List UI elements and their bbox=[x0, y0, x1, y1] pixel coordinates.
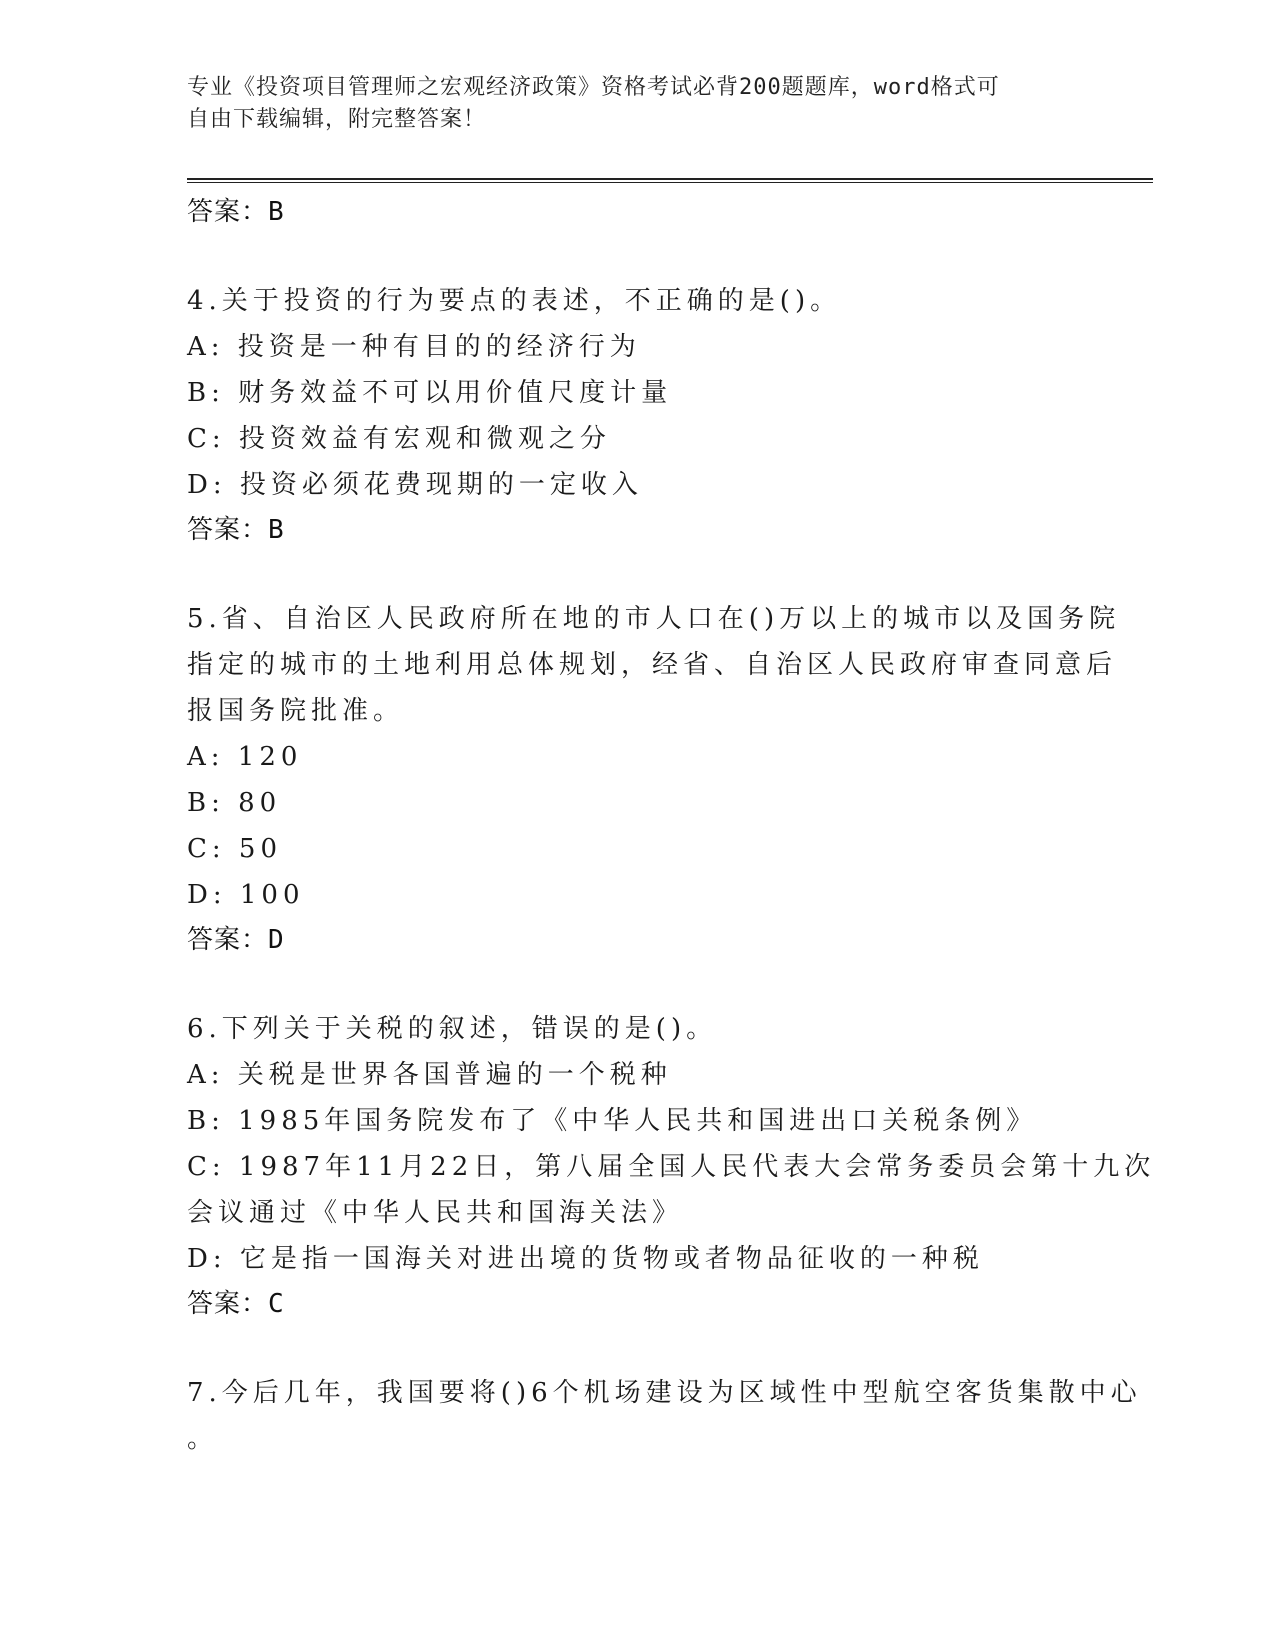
option-c: C: 1987年11月22日，第八届全国人民代表大会常务委员会第十九次 bbox=[187, 1152, 1156, 1182]
option-c: C: 50 bbox=[187, 834, 283, 864]
option-c: C: 投资效益有宏观和微观之分 bbox=[187, 424, 611, 454]
question-4 bbox=[187, 278, 1087, 552]
question-6 bbox=[187, 1006, 1156, 1326]
answer: 答案：C bbox=[187, 1289, 285, 1319]
document-header bbox=[187, 72, 1087, 136]
option-b: B: 财务效益不可以用价值尺度计量 bbox=[187, 378, 673, 408]
option-c-continued: 会议通过《中华人民共和国海关法》 bbox=[187, 1198, 684, 1228]
answer: 答案：B bbox=[187, 515, 285, 545]
question-text: 7.今后几年，我国要将()6个机场建设为区域性中型航空客货集散中心 bbox=[187, 1378, 1142, 1408]
question-text: 5.省、自治区人民政府所在地的市人口在()万以上的城市以及国务院 bbox=[187, 604, 1121, 634]
question-text: 。 bbox=[187, 1424, 219, 1454]
option-a: A: 120 bbox=[187, 742, 303, 772]
option-b: B: 80 bbox=[187, 788, 282, 818]
question-7 bbox=[187, 1370, 1142, 1462]
question-text: 6.下列关于关税的叙述，错误的是()。 bbox=[187, 1014, 718, 1044]
question-list bbox=[187, 190, 1156, 1462]
header-line-1: 专业《投资项目管理师之宏观经济政策》资格考试必背200题题库，word格式可 bbox=[187, 75, 1000, 100]
question-5 bbox=[187, 596, 1121, 962]
answer: 答案：D bbox=[187, 925, 285, 955]
question-text: 4.关于投资的行为要点的表述，不正确的是()。 bbox=[187, 286, 842, 316]
header-divider bbox=[187, 178, 1153, 183]
option-d: D: 它是指一国海关对进出境的货物或者物品征收的一种税 bbox=[187, 1244, 984, 1274]
question-text: 指定的城市的土地利用总体规划，经省、自治区人民政府审查同意后 bbox=[187, 650, 1118, 680]
option-d: D: 100 bbox=[187, 880, 305, 910]
header-line-2: 自由下载编辑，附完整答案！ bbox=[187, 107, 487, 132]
option-a: A: 关税是世界各国普遍的一个税种 bbox=[187, 1060, 672, 1090]
option-b: B: 1985年国务院发布了《中华人民共和国进出口关税条例》 bbox=[187, 1106, 1038, 1136]
option-d: D: 投资必须花费现期的一定收入 bbox=[187, 470, 643, 500]
answer-previous: 答案：B bbox=[187, 197, 285, 227]
question-text: 报国务院批准。 bbox=[187, 696, 405, 726]
option-a: A: 投资是一种有目的的经济行为 bbox=[187, 332, 641, 362]
